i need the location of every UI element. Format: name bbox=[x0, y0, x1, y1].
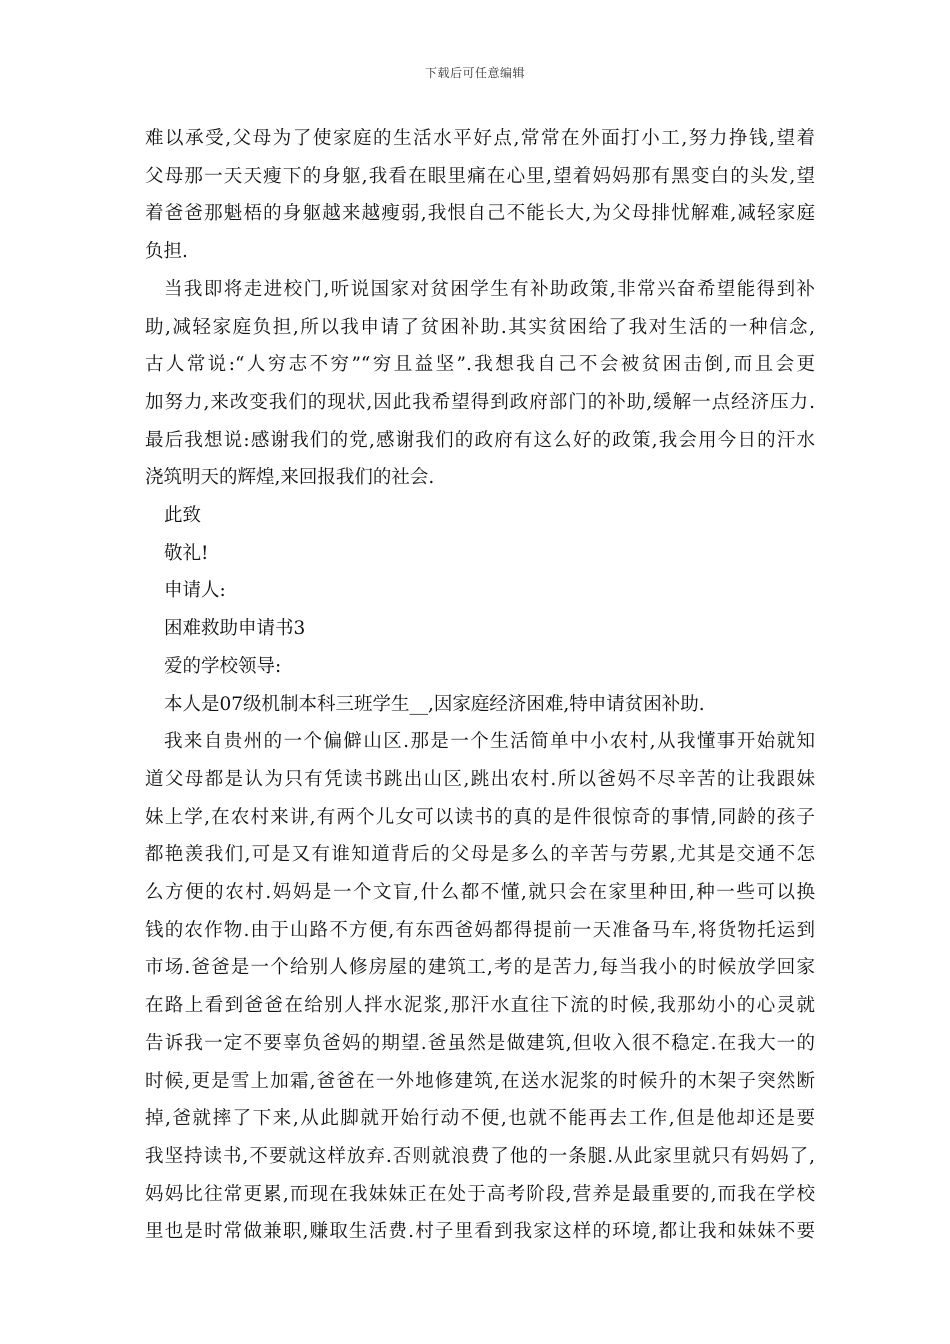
salutation: 爱的学校领导: bbox=[164, 655, 282, 677]
closing-line: 敬礼! bbox=[164, 542, 209, 564]
text-line: 最后我想说:感谢我们的党,感谢我们的政府有这么好的政策,我会用今日的汗水 bbox=[145, 429, 815, 451]
text-line: 道父母都是认为只有凭读书跳出山区,跳出农村.所以爸妈不尽辛苦的让我跟妹 bbox=[145, 768, 815, 790]
text-line: 负担. bbox=[145, 241, 188, 263]
text-line: 妹上学,在农村来讲,有两个儿女可以读书的真的是件很惊奇的事情,同龄的孩子 bbox=[145, 806, 815, 828]
text-line: 着爸爸那魁梧的身躯越来越瘦弱,我恨自己不能长大,为父母排忧解难,减轻家庭 bbox=[145, 203, 815, 225]
text-line: 浇筑明天的辉煌,来回报我们的社会. bbox=[145, 467, 435, 489]
text-line: 都艳羡我们,可是又有谁知道背后的父母是多么的辛苦与劳累,尤其是交通不怎 bbox=[145, 844, 815, 866]
text-line: 告诉我一定不要辜负爸妈的期望.爸虽然是做建筑,但收入很不稳定.在我大一的 bbox=[145, 1032, 815, 1054]
intro-line: 本人是07级机制本科三班学生__,因家庭经济困难,特申请贫困补助. bbox=[164, 693, 705, 715]
text-line: 我来自贵州的一个偏僻山区.那是一个生活简单中小农村,从我懂事开始就知 bbox=[164, 731, 815, 753]
applicant-label: 申请人: bbox=[164, 580, 226, 602]
text-line: 钱的农作物.由于山路不方便,有东西爸妈都得提前一天准备马车,将货物托运到 bbox=[145, 919, 815, 941]
paragraph-background-story bbox=[145, 723, 815, 1251]
text-line: 么方便的农村.妈妈是一个文盲,什么都不懂,就只会在家里种田,种一些可以换 bbox=[145, 882, 815, 904]
text-line: 加努力,来改变我们的现状,因此我希望得到政府部门的补助,缓解一点经济压力. bbox=[145, 391, 815, 413]
text-line: 难以承受,父母为了使家庭的生活水平好点,常常在外面打小工,努力挣钱,望着 bbox=[145, 128, 815, 149]
text-line: 古人常说:“人穷志不穷”“穷且益坚”.我想我自己不会被贫困击倒,而且会更 bbox=[145, 354, 815, 376]
text-line: 里也是时常做兼职,赚取生活费.村子里看到我家这样的环境,都让我和妹妹不要 bbox=[145, 1221, 815, 1243]
text-line: 妈妈比往常更累,而现在我妹妹正在处于高考阶段,营养是最重要的,而我在学校 bbox=[145, 1183, 815, 1205]
paragraph-family-hardship bbox=[145, 120, 815, 271]
text-line: 掉,爸就摔了下来,从此脚就开始行动不便,也就不能再去工作,但是他却还是要 bbox=[145, 1108, 815, 1130]
page-header: 下载后可任意编辑 bbox=[424, 66, 525, 80]
text-line: 助,减轻家庭负担,所以我申请了贫困补助.其实贫困给了我对生活的一种信念, bbox=[145, 316, 815, 338]
closing-line: 此致 bbox=[164, 505, 202, 527]
text-line: 在路上看到爸爸在给别人拌水泥浆,那汗水直往下流的时候,我那幼小的心灵就 bbox=[145, 995, 815, 1017]
paragraph-subsidy-request bbox=[145, 271, 815, 497]
document-body bbox=[145, 120, 815, 1251]
closing-salute bbox=[145, 497, 815, 723]
text-line: 我坚持读书,不要就这样放弃.否则就浪费了他的一条腿.从此家里就只有妈妈了, bbox=[145, 1145, 815, 1167]
text-line: 父母那一天天瘦下的身躯,我看在眼里痛在心里,望着妈妈那有黑变白的头发,望 bbox=[145, 165, 815, 187]
text-line: 当我即将走进校门,听说国家对贫困学生有补助政策,非常兴奋希望能得到补 bbox=[164, 278, 815, 300]
section-title: 困难救助申请书3 bbox=[164, 618, 306, 640]
text-line: 时候,更是雪上加霜,爸爸在一外地修建筑,在送水泥浆的时候升的木架子突然断 bbox=[145, 1070, 815, 1092]
text-line: 市场.爸爸是一个给别人修房屋的建筑工,考的是苦力,每当我小的时候放学回家 bbox=[145, 957, 815, 979]
